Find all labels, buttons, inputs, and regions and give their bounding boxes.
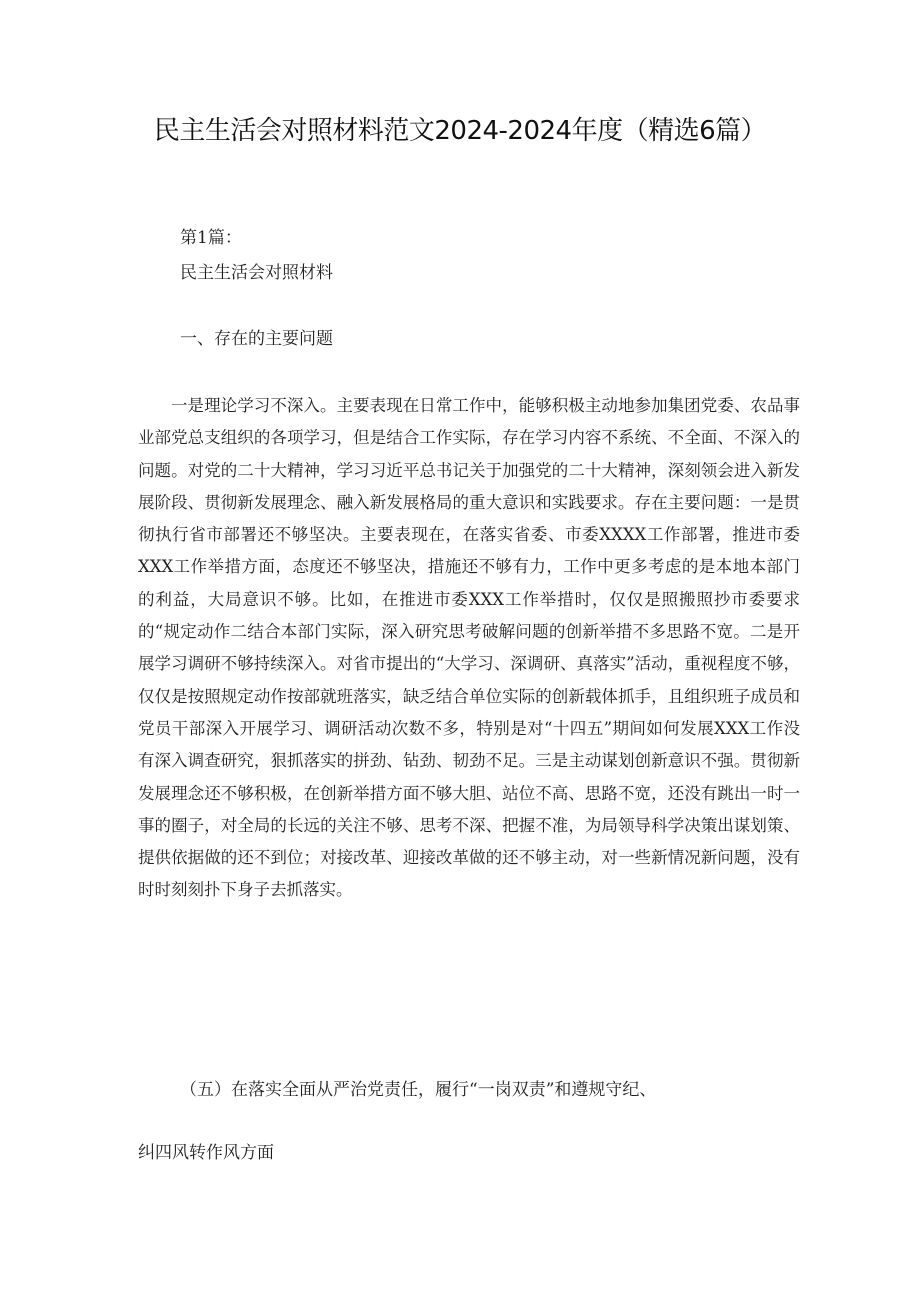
heading-main-problems: 一、存在的主要问题 <box>180 329 333 349</box>
body-paragraph: 一是理论学习不深入。主要表现在日常工作中，能够积极主动地参加集团党委、农品事业部党总支组织的各项学习，但是结合工作实际，存在学习内容不系统、不全面、不深入的问题。对党的二十大精神，学习习近平总书记关于加强党的二十大精神，深刻领会进入新发展阶段、贯彻新发展理念、融入新发展格局的重大意识和实践要求。存在主要问题：一是贯彻执行省市部署还不够坚决。主要表现在，在落实省委、市委XXXX工作部署，推进市委XXX工作举措方面，态度还不够坚决，措施还不够有力，工作中更多考虑的是本地本部门的利益，大局意识不够。比如，在推进市委XXX工作举措时，仅仅是照搬照抄市委要求的“规定动作二结合本部门实际，深入研究思考破解问题的创新举措不多思路不宽。二是开展学习调研不够持续深入。对省市提出的“大学习、深调研、真落实”活动，重视程度不够，仅仅是按照规定动作按部就班落实，缺乏结合单位实际的创新载体抓手，且组织班子成员和党员干部深入开展学习、调研活动次数不多，特别是对“十四五”期间如何发展XXX工作没有深入调查研究，狠抓落实的拼劲、钻劲、韧劲不足。三是主动谋划创新意识不强。贯彻新发展理念还不够积极，在创新举措方面不够大胆、站位不高、思路不宽，还没有跳出一时一事的圈子，对全局的长远的关注不够、思考不深、把握不准，为局领导科学决策出谋划策、提供依据做的还不到位；对接改革、迎接改革做的还不够主动，对一些新情况新问题，没有时时刻刻扑下身子去抓落实。 <box>138 396 800 900</box>
document-title: 民主生活会对照材料范文2024-2024年度（精选6篇） <box>153 116 767 146</box>
section-name: 民主生活会对照材料 <box>180 263 333 283</box>
sub-heading: （五）在落实全面从严治党责任，履行“一岗双责”和遵规守纪、 <box>180 1080 657 1100</box>
section-label: 第1篇： <box>180 228 242 248</box>
sub-heading-continued: 纠四风转作风方面 <box>138 1143 274 1163</box>
